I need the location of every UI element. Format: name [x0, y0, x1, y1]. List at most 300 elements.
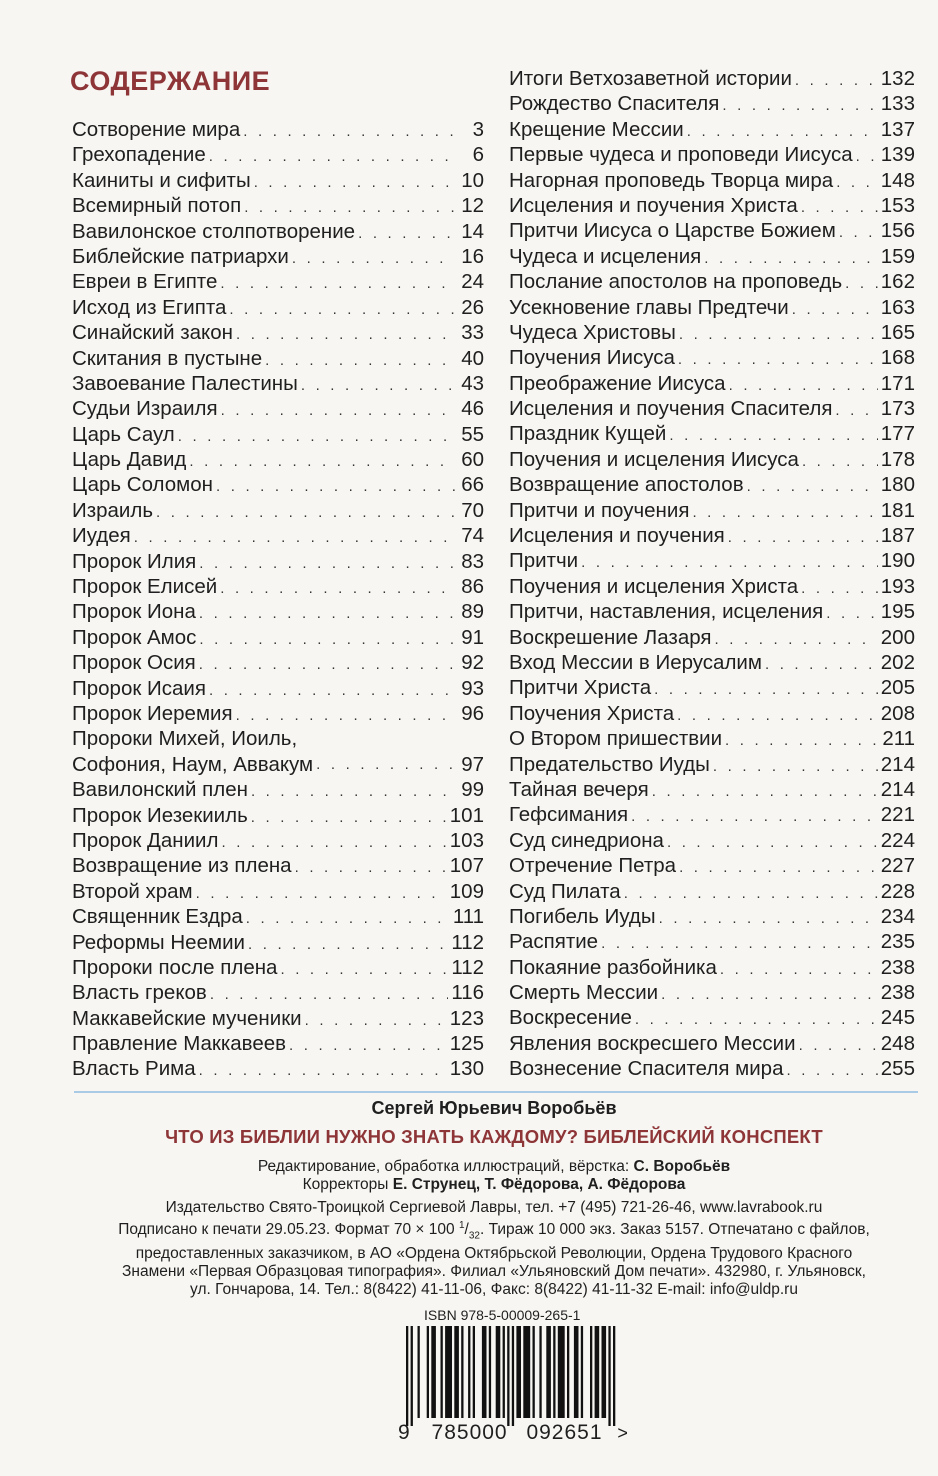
toc-entry: [509, 523, 915, 548]
toc-entry: [509, 752, 915, 777]
toc-leader-dots: [667, 830, 878, 855]
toc-entry-page: 139: [880, 143, 915, 167]
toc-entry-page: 99: [461, 778, 484, 802]
toc-entry-page: 91: [461, 625, 484, 649]
toc-entry-page: 101: [449, 803, 484, 827]
toc-leader-dots: [652, 779, 878, 804]
print-line-1b: . Тираж 10 000 экз. Заказ 5157. Отпечатано с файлов,: [479, 1221, 870, 1239]
toc-leader-dots: [220, 576, 455, 601]
barcode-bar: [595, 1326, 600, 1418]
barcode-bar: [454, 1326, 459, 1418]
toc-leader-dots: [265, 348, 455, 373]
toc-entry: [509, 853, 915, 878]
ean-marker: >: [617, 1423, 629, 1443]
toc-leader-dots: [801, 195, 878, 220]
toc-leader-dots: [199, 652, 455, 677]
toc-entry-page: 180: [880, 473, 915, 497]
toc-entry-title: Суд синедриона: [509, 828, 664, 852]
toc-entry-title: Пророк Амос: [72, 625, 197, 649]
toc-entry: [72, 371, 484, 396]
toc-leader-dots: [209, 144, 455, 169]
toc-entry-title-line1: Пророки Михей, Иоиль,: [72, 727, 298, 751]
toc-entry-title: Чудеса и исцеления: [509, 244, 702, 268]
toc-entry: [509, 955, 915, 980]
toc-leader-dots: [236, 322, 455, 347]
toc-entry: [72, 853, 484, 878]
toc-entry-page: 109: [449, 879, 484, 903]
toc-entry-title: Первые чудеса и проповеди Иисуса: [509, 143, 853, 167]
toc-entry-title: Исход из Египта: [72, 295, 227, 319]
barcode-bar: [482, 1326, 487, 1418]
toc-entry-title: Явления воскресшего Мессии: [509, 1031, 796, 1055]
toc-entry: [509, 168, 915, 193]
toc-entry-page: 24: [461, 270, 484, 294]
toc-entry: [72, 117, 484, 142]
toc-entry-page: 125: [449, 1032, 484, 1056]
toc-entry-page: 112: [451, 930, 484, 954]
toc-entry-page: 112: [451, 955, 484, 979]
barcode-bar: [533, 1326, 535, 1418]
toc-entry: [509, 777, 915, 802]
toc-entry-title: Исцеления и поучения Спасителя: [509, 397, 833, 421]
toc-entry: [72, 142, 484, 167]
toc-entry-page: 12: [461, 194, 484, 218]
author-name: Сергей Юрьевич Воробьёв: [371, 1098, 617, 1118]
editing-credit: [70, 1158, 918, 1176]
toc-entry-title: Крещение Мессии: [509, 117, 684, 141]
toc-entry: [72, 396, 484, 421]
barcode-bar: [602, 1326, 607, 1418]
toc-leader-dots: [248, 932, 448, 957]
toc-entry-title: Поучения Иисуса: [509, 346, 675, 370]
toc-leader-dots: [704, 246, 878, 271]
toc-leader-dots: [661, 982, 878, 1007]
toc-leader-dots: [725, 728, 879, 753]
toc-entry-page: 238: [880, 955, 915, 979]
toc-entry-title: Суд Пилата: [509, 879, 621, 903]
toc-entry-page: 171: [880, 371, 915, 395]
barcode-bars: [406, 1326, 628, 1426]
toc-entry: [72, 701, 484, 726]
toc-entry-page: 235: [880, 930, 915, 954]
toc-leader-dots: [799, 1033, 878, 1058]
format-den: 32: [468, 1230, 480, 1242]
toc-entry-title: Евреи в Египте: [72, 270, 218, 294]
toc-leader-dots: [635, 1007, 878, 1032]
ean-first-digit: 9: [398, 1421, 411, 1444]
toc-entry-title: О Втором пришествии: [509, 727, 723, 751]
toc-entry-title: Пророк Иеремия: [72, 701, 233, 725]
toc-entry-title: Воскрешение Лазаря: [509, 625, 712, 649]
toc-entry-title: Израиль: [72, 498, 154, 522]
toc-entry: [509, 599, 915, 624]
toc-entry-page: 14: [461, 219, 484, 243]
ean-right-group: 092651: [526, 1421, 603, 1444]
toc-entry-title: [72, 726, 313, 777]
toc-entry-page: 40: [461, 346, 484, 370]
toc-leader-dots: [221, 830, 446, 855]
toc-entry-title: Итоги Ветхозаветной истории: [509, 67, 792, 90]
toc-entry: [509, 929, 915, 954]
toc-entry-title: Притчи и поучения: [509, 498, 690, 522]
toc-entry: [72, 777, 484, 802]
toc-entry: [72, 269, 484, 294]
toc-entry-page: 123: [449, 1006, 484, 1030]
toc-entry-page: 214: [880, 777, 915, 801]
toc-entry: [509, 701, 915, 726]
toc-leader-dots: [199, 551, 455, 576]
toc-entry: [509, 269, 915, 294]
proof-label: Корректоры: [302, 1176, 389, 1193]
toc-entry-page: 70: [461, 498, 484, 522]
toc-entry: [509, 117, 915, 142]
toc-entry-page: 46: [461, 397, 484, 421]
toc-entry: [509, 802, 915, 827]
toc-entry-title: Иудея: [72, 524, 131, 548]
toc-leader-dots: [199, 601, 455, 626]
toc-entry-title: Послание апостолов на проповедь: [509, 270, 843, 294]
toc-leader-dots: [678, 347, 878, 372]
toc-leader-dots: [792, 297, 878, 322]
toc-leader-dots: [210, 982, 448, 1007]
barcode-bar: [461, 1326, 463, 1418]
ean-left-group: 785000: [431, 1421, 508, 1444]
toc-entry: [72, 625, 484, 650]
toc-leader-dots: [679, 322, 878, 347]
toc-leader-dots: [786, 1058, 877, 1083]
toc-leader-dots: [305, 1008, 447, 1033]
print-line-2: предоставленных заказчиком, в АО «Ордена Октябрьской Революции, Ордена Трудового Красного: [135, 1245, 853, 1263]
toc-entry-title: Вход Мессии в Иерусалим: [509, 650, 762, 674]
toc-entry-page: 83: [461, 549, 484, 573]
toc-entry-page: 93: [461, 676, 484, 700]
toc-leader-dots: [802, 449, 878, 474]
toc-entry: [509, 295, 915, 320]
toc-leader-dots: [715, 627, 878, 652]
toc-entry-page: 168: [880, 346, 915, 370]
toc-entry-title: Скитания в пустыне: [72, 346, 263, 370]
toc-leader-dots: [631, 804, 878, 829]
toc-entry: [509, 345, 915, 370]
barcode-bar: [427, 1326, 429, 1418]
toc-entry-page: 111: [452, 905, 484, 929]
toc-entry-page: 162: [880, 270, 915, 294]
toc-entry-title: Чудеса Христовы: [509, 320, 676, 344]
toc-entry-page: 148: [880, 168, 915, 192]
toc-entry-page: 248: [880, 1031, 915, 1055]
toc-entry: [509, 244, 915, 269]
toc-entry-title: Исцеления и поучения: [509, 524, 725, 548]
toc-entry-page: 86: [461, 575, 484, 599]
toc-leader-dots: [624, 881, 878, 906]
barcode-bar: [581, 1326, 583, 1418]
toc-entry-title: Отречение Петра: [509, 854, 677, 878]
toc-leader-dots: [221, 398, 455, 423]
print-line-1a: Подписано к печати 29.05.23. Формат 70 × 100: [118, 1221, 455, 1239]
toc-entry-title: Реформы Неемии: [72, 930, 245, 954]
barcode-bar: [496, 1326, 501, 1418]
toc-leader-dots: [178, 424, 455, 449]
barcode-bar: [411, 1326, 413, 1426]
toc-entry: [509, 828, 915, 853]
toc-entry-title: Царь Соломон: [72, 473, 213, 497]
toc-entry-title: Покаяние разбойника: [509, 955, 717, 979]
toc-right-column: [509, 66, 915, 1082]
toc-leader-dots: [199, 627, 455, 652]
toc-entry: [72, 726, 484, 777]
toc-entry-page: 227: [880, 854, 915, 878]
toc-entry-title: Притчи Христа: [509, 676, 652, 700]
toc-leader-dots: [801, 576, 878, 601]
toc-entry: [72, 828, 484, 853]
toc-entry-page: 107: [449, 854, 484, 878]
toc-entry: [509, 142, 915, 167]
toc-entry: [509, 1056, 915, 1081]
toc-entry-title: Пророк Илия: [72, 549, 197, 573]
toc-entry-page: 187: [880, 524, 915, 548]
toc-entry: [509, 421, 915, 446]
toc-entry-page: 208: [880, 701, 915, 725]
toc-entry-title: Царь Давид: [72, 448, 187, 472]
toc-entry: [72, 219, 484, 244]
toc-entry-title: Завоевание Палестины: [72, 371, 298, 395]
barcode-bar: [445, 1326, 452, 1418]
toc-entry: [72, 599, 484, 624]
divider-line: [74, 1091, 918, 1093]
toc-entry: [509, 625, 915, 650]
toc-leader-dots: [236, 703, 455, 728]
toc-entry-page: 137: [880, 117, 915, 141]
publisher-line: Издательство Свято-Троицкой Сергиевой Лавры, тел. +7 (495) 721-26-46, www.lavrabook.ru: [165, 1199, 823, 1216]
toc-entry: [509, 650, 915, 675]
toc-leader-dots: [220, 271, 455, 296]
toc-entry-page: 190: [880, 549, 915, 573]
toc-entry-title: Исцеления и поучения Христа: [509, 193, 798, 217]
toc-leader-dots: [729, 373, 878, 398]
toc-entry-page: 10: [461, 168, 484, 192]
barcode-bar: [539, 1326, 541, 1418]
toc-leader-dots: [747, 474, 878, 499]
toc-entry: [72, 472, 484, 497]
toc-entry-page: 26: [461, 295, 484, 319]
toc-entry: [72, 676, 484, 701]
toc-entry-page: 96: [461, 701, 484, 725]
toc-entry: [72, 803, 484, 828]
toc-entry-page: 74: [461, 524, 484, 548]
toc-leader-dots: [601, 931, 878, 956]
toc-entry: [72, 930, 484, 955]
toc-entry-title: Маккавейские мученики: [72, 1006, 302, 1030]
toc-entry-title: Власть греков: [72, 981, 207, 1005]
toc-entry: [72, 523, 484, 548]
toc-entry-page: 89: [461, 600, 484, 624]
toc-entry: [72, 574, 484, 599]
toc-leader-dots: [692, 500, 877, 525]
toc-entry-title: Возвращение из плена: [72, 854, 292, 878]
toc-entry-page: 3: [472, 118, 484, 141]
toc-leader-dots: [251, 779, 455, 804]
toc-entry-page: 221: [880, 803, 915, 827]
toc-entry: [509, 396, 915, 421]
toc-entry: [509, 574, 915, 599]
toc-entry-page: 181: [880, 498, 915, 522]
toc-entry-title: Тайная вечеря: [509, 777, 649, 801]
toc-entry-page: 234: [880, 904, 915, 928]
toc-entry-page: 66: [461, 473, 484, 497]
toc-entry-title: Правление Маккавеев: [72, 1032, 287, 1056]
toc-entry-title: Сотворение мира: [72, 118, 241, 141]
toc-entry: [509, 193, 915, 218]
toc-entry: [509, 904, 915, 929]
isbn-label: ISBN 978-5-00009-265-1: [424, 1307, 581, 1323]
toc-entry-page: 156: [880, 219, 915, 243]
toc-entry-title: Пророк Даниил: [72, 828, 219, 852]
toc-leader-dots: [134, 525, 455, 550]
toc-entry: [72, 980, 484, 1005]
toc-leader-dots: [156, 500, 455, 525]
toc-entry: [72, 447, 484, 472]
toc-leader-dots: [246, 906, 450, 931]
proof-names: Е. Струнец, Т. Фёдорова, А. Фёдорова: [392, 1176, 686, 1193]
toc-entry-page: 178: [880, 447, 915, 471]
toc-entry-page: 163: [880, 295, 915, 319]
toc-entry: [509, 472, 915, 497]
toc-entry-title: Распятие: [509, 930, 599, 954]
toc-entry-title: Притчи: [509, 549, 579, 573]
toc-entry-title: Пророк Осия: [72, 651, 196, 675]
barcode-bar: [503, 1326, 505, 1418]
toc-entry-page: 16: [461, 244, 484, 268]
editing-label: Редактирование, обработка иллюстраций, вёрстка:: [257, 1158, 630, 1175]
toc-leader-dots: [669, 423, 877, 448]
toc-entry-page: 193: [880, 574, 915, 598]
toc-entry-page: 238: [880, 981, 915, 1005]
barcode-bar: [574, 1326, 579, 1418]
toc-leader-dots: [856, 144, 878, 169]
proofreaders-credit: [70, 1176, 918, 1194]
barcode-bar: [431, 1326, 436, 1418]
toc-entry: [72, 1031, 484, 1056]
toc-leader-dots: [229, 297, 455, 322]
print-line-1: Подписано к печати 29.05.23. Формат 70 × 100 $^1/_{32}$. Тираж 10 000 экз. Заказ 5157. Отпечатано с файлов,: [118, 1220, 870, 1242]
barcode-bar: [567, 1326, 569, 1418]
toc-entry-page: 116: [451, 981, 484, 1005]
toc-entry-page: 60: [461, 448, 484, 472]
toc-leader-dots: [280, 957, 448, 982]
toc-entry-title: Вавилонский плен: [72, 778, 248, 802]
toc-leader-dots: [687, 119, 878, 144]
toc-leader-dots: [289, 1033, 447, 1058]
toc-entry-page: 228: [880, 879, 915, 903]
toc-entry-title: Пророк Иезекииль: [72, 803, 248, 827]
toc-leader-dots: [196, 881, 447, 906]
toc-entry-title: Погибель Иуды: [509, 904, 656, 928]
barcode-bar: [468, 1326, 470, 1418]
barcode-bar: [553, 1326, 555, 1418]
toc-leader-dots: [677, 703, 878, 728]
toc-leader-dots: [713, 754, 878, 779]
toc-entry: [72, 879, 484, 904]
toc-entry: [72, 193, 484, 218]
barcode-bar: [613, 1326, 615, 1426]
toc-entry: [509, 1031, 915, 1056]
toc-entry: [72, 320, 484, 345]
toc-entry-title: Поучения Христа: [509, 701, 675, 725]
toc-entry-title: Предательство Иуды: [509, 752, 710, 776]
toc-leader-dots: [199, 1058, 447, 1083]
barcode-bar: [473, 1326, 475, 1418]
toc-entry-title: Поучения и исцеления Христа: [509, 574, 799, 598]
toc-entry-page: 130: [449, 1057, 484, 1081]
editing-name: С. Воробьёв: [633, 1158, 731, 1175]
ean-digits: [398, 1421, 629, 1445]
toc-entry-title: Синайский закон: [72, 321, 233, 345]
barcode-bar: [512, 1326, 514, 1426]
barcode-bar: [608, 1326, 610, 1426]
toc-entry: [509, 980, 915, 1005]
toc-left-column: [72, 117, 484, 1082]
toc-entry-title: Гефсимания: [509, 803, 629, 827]
toc-entry: [72, 244, 484, 269]
barcode-bar: [418, 1326, 420, 1418]
barcode-block: [398, 1300, 638, 1450]
toc-leader-dots: [251, 805, 447, 830]
toc-entry-page: 255: [880, 1057, 915, 1081]
toc-entry-page: 159: [880, 244, 915, 268]
toc-entry: [509, 218, 915, 243]
toc-entry: [509, 1005, 915, 1030]
toc-leader-dots: [836, 170, 878, 195]
barcode-bar: [590, 1326, 592, 1418]
toc-leader-dots: [795, 68, 878, 93]
toc-entry: [72, 168, 484, 193]
toc-entry-title: Возвращение апостолов: [509, 473, 744, 497]
toc-entry: [72, 295, 484, 320]
toc-entry-page: 202: [880, 650, 915, 674]
toc-entry-page: 245: [880, 1006, 915, 1030]
toc-entry-title-line2: Софония, Наум, Аввакум: [72, 752, 314, 776]
toc-entry-title: Воскресение: [509, 1006, 632, 1030]
toc-entry: [72, 422, 484, 447]
toc-entry-title: Вавилонское столпотворение: [72, 219, 356, 243]
toc-entry-title: Поучения и исцеления Иисуса: [509, 447, 799, 471]
toc-leader-dots: [722, 93, 877, 118]
toc-entry-page: 97: [461, 752, 484, 776]
toc-entry: [72, 650, 484, 675]
toc-entry-title: Пророк Иона: [72, 600, 196, 624]
toc-entry-page: 205: [880, 676, 915, 700]
toc-leader-dots: [765, 652, 878, 677]
toc-entry: [72, 955, 484, 980]
toc-entry-page: 200: [880, 625, 915, 649]
toc-entry: [509, 675, 915, 700]
toc-entry-page: 173: [880, 397, 915, 421]
toc-entry: [72, 1056, 484, 1081]
toc-entry-title: Каиниты и сифиты: [72, 168, 251, 192]
toc-entry: [509, 91, 915, 116]
toc-entry-page: 177: [880, 422, 915, 446]
toc-entry-title: Второй храм: [72, 879, 193, 903]
toc-entry-title: Судьи Израиля: [72, 397, 218, 421]
toc-entry-title: Власть Рима: [72, 1057, 196, 1081]
barcode-bar: [516, 1326, 521, 1418]
toc-entry-page: 165: [880, 320, 915, 344]
toc-leader-dots: [216, 474, 455, 499]
toc-leader-dots: [292, 246, 455, 271]
toc-entry-page: 195: [880, 600, 915, 624]
toc-entry: [72, 904, 484, 929]
toc-leader-dots: [654, 677, 878, 702]
